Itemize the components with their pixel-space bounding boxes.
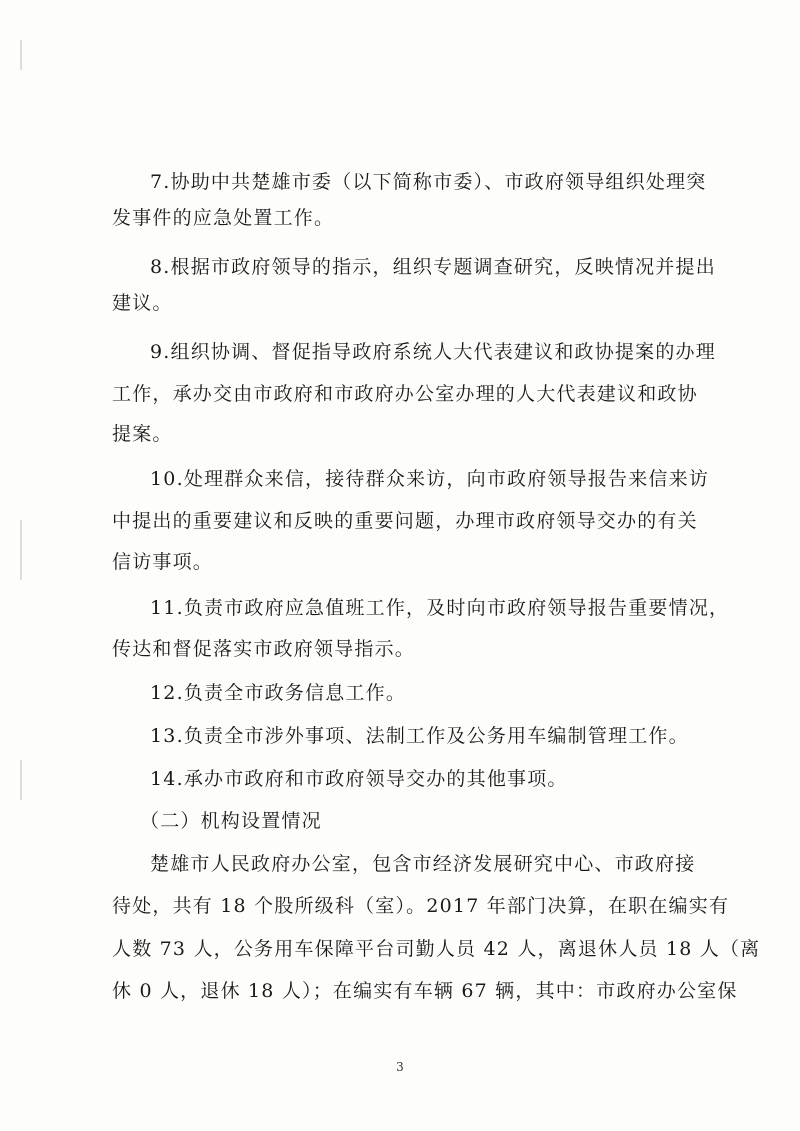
paragraph-line: 13.负责全市涉外事项、法制工作及公务用车编制管理工作。 <box>150 725 689 747</box>
paragraph-line: 发事件的应急处置工作。 <box>112 207 335 229</box>
paragraph-line: 中提出的重要建议和反映的重要问题，办理市政府领导交办的有关 <box>112 510 698 532</box>
paragraph-line: 休 0 人，退休 18 人）；在编实有车辆 67 辆，其中：市政府办公室保 <box>112 980 738 1002</box>
scan-artifact <box>20 520 22 580</box>
paragraph-line: 工作，承办交由市政府和市政府办公室办理的人大代表建议和政协 <box>112 383 698 405</box>
paragraph-line: 传达和督促落实市政府领导指示。 <box>112 638 416 660</box>
paragraph-line: 10.处理群众来信，接待群众来访，向市政府领导报告来信来访 <box>150 468 710 490</box>
paragraph-line: 7.协助中共楚雄市委（以下简称市委）、市政府领导组织处理突 <box>150 171 707 193</box>
paragraph-line: 8.根据市政府领导的指示，组织专题调查研究，反映情况并提出 <box>150 256 716 278</box>
paragraph-line: 14.承办市政府和市政府领导交办的其他事项。 <box>150 768 568 790</box>
paragraph-line: 信访事项。 <box>112 551 214 573</box>
paragraph-line: 待处，共有 18 个股所级科（室）。2017 年部门决算，在职在编实有 <box>112 895 730 917</box>
paragraph-line: 人数 73 人，公务用车保障平台司勤人员 42 人，离退休人员 18 人（离 <box>112 938 761 960</box>
paragraph-line: 楚雄市人民政府办公室，包含市经济发展研究中心、市政府接 <box>150 853 696 875</box>
paragraph-line: 建议。 <box>112 292 173 314</box>
paragraph-line: 11.负责市政府应急值班工作，及时向市政府领导报告重要情况， <box>150 597 730 619</box>
scan-artifact <box>20 40 22 70</box>
scan-artifact <box>20 760 22 800</box>
paragraph-line: 12.负责全市政务信息工作。 <box>150 682 407 704</box>
paragraph-line: 9.组织协调、督促指导政府系统人大代表建议和政协提案的办理 <box>150 341 716 363</box>
page-number: 3 <box>396 1060 404 1074</box>
section-heading: （二）机构设置情况 <box>140 810 322 832</box>
paragraph-line: 提案。 <box>112 423 173 445</box>
